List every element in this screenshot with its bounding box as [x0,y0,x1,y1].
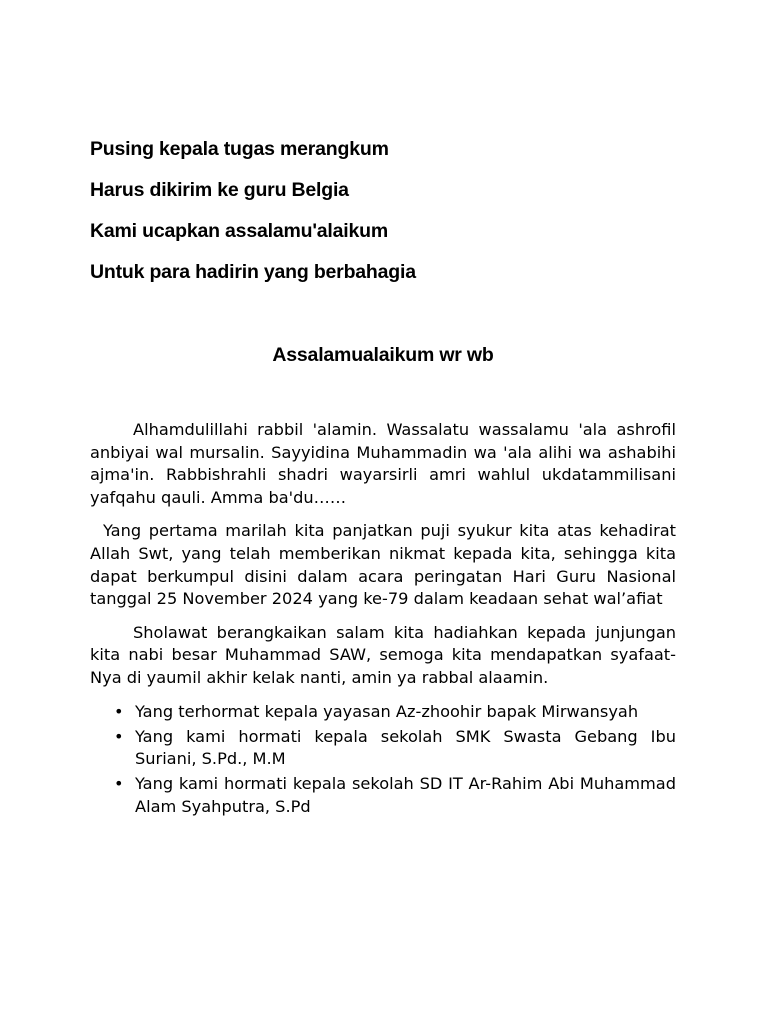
salam-heading: Assalamualaikum wr wb [272,344,494,366]
bullet-icon: • [114,701,124,721]
list-item [90,726,676,771]
attendee-text: Yang kami hormati kepala sekolah SMK Swasta Gebang Ibu Suriani, S.Pd., M.M [135,726,676,769]
list-item [90,773,676,818]
speech-body [90,419,676,821]
pantun-line: Pusing kepala tugas merangkum [90,138,389,160]
sholawat-paragraph: Sholawat berangkaikan salam kita hadiahkan kepada junjungan kita nabi besar Muhammad SAW, semoga kita mendapatkan syafaat-Nya di yaumil akhir kelak nanti, amin ya rabbal alaamin. [90,622,676,687]
opening-pantun [90,136,676,300]
pantun-line: Untuk para hadirin yang berbahagia [90,261,416,283]
attendee-greeting-list [90,701,676,819]
attendee-text: Yang kami hormati kepala sekolah SD IT Ar-Rahim Abi Muhammad Alam Syahputra, S.Pd [135,774,676,816]
pantun-line: Kami ucapkan assalamu'alaikum [90,220,388,242]
gratitude-paragraph: Yang pertama marilah kita panjatkan puji syukur kita atas kehadirat Allah Swt, yang telah memberikan nikmat kepada kita, sehingga kita dapat berkumpul disini dalam acara peringatan Hari Guru Nasional tanggal 25 November 2024 yang ke-79 dalam keadaan sehat wal’afiat [90,521,676,609]
bullet-icon: • [114,774,124,794]
list-item [90,701,676,724]
opening-paragraph: Alhamdulillahi rabbil 'alamin. Wassalatu wassalamu 'ala ashrofil anbiyai wal mursalin. Sayyidina Muhammadin wa 'ala alihi wa ashabihi ajma'in. Rabbishrahli shadri wayarsirli amri wahlul ukdatammilisani yafqahu qauli. Amma ba'du…… [90,420,676,507]
attendee-text: Yang terhormat kepala yayasan Az-zhoohir bapak Mirwansyah [135,701,639,721]
bullet-icon: • [114,726,124,746]
pantun-line: Harus dikirim ke guru Belgia [90,179,349,201]
